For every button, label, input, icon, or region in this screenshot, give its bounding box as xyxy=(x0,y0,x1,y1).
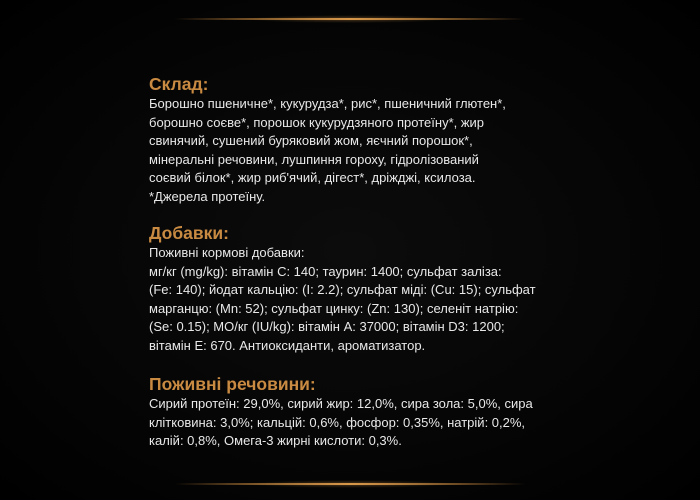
additives-line: вітамін E: 670. Антиоксиданти, ароматизатор. xyxy=(149,337,426,353)
nutrients-text xyxy=(149,395,569,451)
composition-line: соєвий білок*, жир риб'ячий, дігест*, дріжджі, ксилоза. xyxy=(149,170,476,185)
nutrients-section xyxy=(149,374,569,451)
composition-heading: Склад: xyxy=(149,74,209,94)
additives-text xyxy=(149,244,569,355)
nutrients-line: калій: 0,8%, Омега-3 жирні кислоти: 0,3%. xyxy=(149,433,402,448)
nutrients-heading: Поживні речовини: xyxy=(149,374,316,394)
additives-line: мг/кг (mg/kg): вітамін C: 140; таурин: 1400; сульфат заліза: xyxy=(149,263,502,279)
composition-line: *Джерела протеїну. xyxy=(149,188,266,204)
additives-heading: Добавки: xyxy=(149,223,230,243)
ingredient-content xyxy=(149,74,569,451)
nutrients-line: Сирий протеїн: 29,0%, сирий жир: 12,0%, сира зола: 5,0%, сира xyxy=(149,396,533,411)
nutrients-line: клітковина: 3,0%; кальцій: 0,6%, фосфор: 0,35%, натрій: 0,2%, xyxy=(149,414,526,430)
additives-section xyxy=(149,223,569,355)
composition-line: мінеральні речовини, лушпиння гороху, гідролізований xyxy=(149,151,479,167)
composition-line: Борошно пшеничне*, кукурудза*, рис*, пшеничний глютен*, xyxy=(149,96,506,111)
composition-line: борошно соєве*, порошок кукурудзяного протеїну*, жир xyxy=(149,114,485,130)
composition-line: свинячий, сушений буряковий жом, яєчний порошок*, xyxy=(149,133,473,148)
composition-text xyxy=(149,95,569,206)
additives-line: Поживні кормові добавки: xyxy=(149,245,305,260)
additives-line: марганцю: (Mn: 52); сульфат цинку: (Zn: 130); селеніт натрію: xyxy=(149,300,519,316)
additives-line: (Fe: 140); йодат кальцію: (I: 2.2); сульфат міді: (Cu: 15); сульфат xyxy=(149,282,536,297)
additives-line: (Se: 0.15); МО/кг (IU/kg): вітамін A: 37000; вітамін D3: 1200; xyxy=(149,319,505,334)
composition-section xyxy=(149,74,569,206)
bottom-gold-divider xyxy=(175,483,525,485)
top-gold-divider xyxy=(175,18,525,20)
